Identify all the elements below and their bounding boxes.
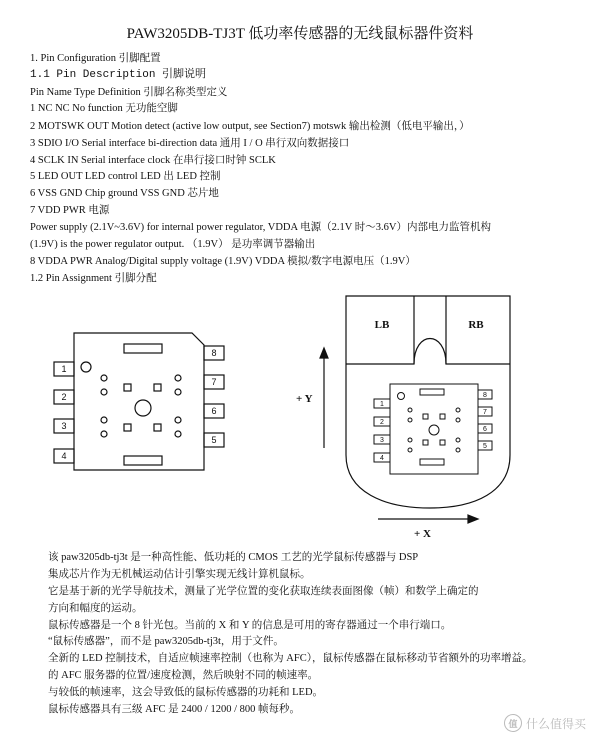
chip-left-dot [101,417,107,423]
description-paragraph-line: 鼠标传感器具有三级 AFC 是 2400 / 1200 / 800 帧每秒。 [48,704,301,715]
description-paragraph-line: 集成芯片作为无机械运动估计引擎实现无线计算机鼠标。 [48,569,311,580]
chip-left-pin-label: 4 [61,451,67,461]
chip-left-square [124,424,131,431]
description-paragraph-line: 全新的 LED 控制技术，自适应帧速率控制（也称为 AFC），鼠标传感器在鼠标移动节省额外的功率增益。 [48,653,533,664]
chip-left-dot [175,431,181,437]
chip-left [54,333,224,470]
pin-table-header: Pin Name Type Definition 引脚名称类型定义 [30,87,228,98]
description-paragraph-line: “鼠标传感器”，而不是 paw3205db-tj3t，用于文件。 [48,636,284,647]
description-paragraph-line: 它是基于新的光学导航技术，测量了光学位置的变化获取连续表面图像（帧）和数学上确定的 [48,586,479,597]
chip-left-dot [101,431,107,437]
chip-small-pin-label: 4 [380,455,384,462]
description-paragraph-line: 该 paw3205db-tj3t 是一种高性能、低功耗的 CMOS 工艺的光学鼠标传感器与 DSP [48,552,419,563]
x-axis-label: + X [414,528,431,540]
chip-left-pin-label: 7 [211,377,217,387]
chip-small-pin-label: 2 [380,419,384,426]
chip-small-pin-label: 3 [380,437,384,444]
chip-left-lens [135,400,151,416]
pin-row-2: 2 MOTSWK OUT Motion detect (active low output, see Section7) motswk 输出检测（低电平输出，） [30,121,470,132]
mouse-button-divider [346,339,510,365]
x-axis-arrow [378,515,478,523]
chip-left-square [124,384,131,391]
chip-small-pin-label: 6 [483,426,487,433]
pin-row-8: 8 VDDA PWR Analog/Digital supply voltage (1.9V) VDDA 模拟/数字电源电压（1.9V） [30,256,416,267]
chip-left-pin1-marker [81,362,91,372]
chip-small-pin-label: 7 [483,409,487,416]
pin-row-7: 7 VDD PWR 电源 [30,205,110,216]
right-button-label: RB [468,319,484,331]
power-supply-line: Power supply (2.1V~3.6V) for internal power regulator, VDDA 电源（2.1V 时～3.6V）内部电力监管机构 [30,222,491,233]
pin-row-6: 6 VSS GND Chip ground VSS GND 芯片地 [30,188,219,199]
chip-small-pin-label: 5 [483,443,487,450]
description-paragraph-line: 的 AFC 服务器的位置/速度检测，然后映射不同的帧速率。 [48,670,319,681]
pin-row-4: 4 SCLK IN Serial interface clock 在串行接口时钟 SCLK [30,155,276,166]
section-pin-configuration: 1. Pin Configuration 引脚配置 [30,53,161,64]
description-paragraph-line: 与较低的帧速率，这会导致低的鼠标传感器的功耗和 LED。 [48,687,324,698]
chip-left-top-bar [124,344,162,353]
description-paragraph-line: 方向和幅度的运动。 [48,603,143,614]
chip-small-body [390,384,478,474]
chip-left-square [154,424,161,431]
chip-small-pin-label: 8 [483,392,487,399]
watermark [504,714,586,732]
chip-left-pin-label: 5 [211,435,217,445]
pin-row-1: 1 NC NC No function 无功能空脚 [30,103,178,114]
section-pin-description: 1.1 Pin Description 引脚说明 [30,69,207,81]
smzdm-logo-icon: 值 [504,714,522,732]
chip-small-pin-label: 1 [380,401,384,408]
chip-left-dot [101,389,107,395]
page-title: PAW3205DB-TJ3T 低功率传感器的无线鼠标器件资料 [126,26,474,42]
chip-left-pin-label: 2 [61,392,67,402]
chip-left-pin-label: 8 [211,348,217,358]
chip-left-dot [175,417,181,423]
chip-left-dot [175,389,181,395]
power-regulator-line: (1.9V) is the power regulator output. （1.9V） 是功率调节器输出 [30,239,316,250]
description-paragraph-line: 鼠标传感器是一个 8 针光包。当前的 X 和 Y 的信息是可用的寄存器通过一个串行端口。 [48,620,452,631]
pin-row-3: 3 SDIO I/O Serial interface bi-direction data 通用 I / O 串行双向数据接口 [30,138,350,149]
y-axis-label: + Y [296,393,313,405]
chip-left-dot [101,375,107,381]
chip-left-pin-label: 1 [61,364,67,374]
chip-left-dot [175,375,181,381]
chip-left-pin-label: 6 [211,406,217,416]
section-pin-assignment: 1.2 Pin Assignment 引脚分配 [30,273,157,284]
chip-left-bottom-bar [124,456,162,465]
chip-left-square [154,384,161,391]
left-button-label: LB [374,319,390,331]
watermark-text: 什么值得买 [525,716,586,731]
pin-row-5: 5 LED OUT LED control LED 出 LED 控制 [30,171,221,182]
y-axis-arrow [320,348,328,448]
chip-small [374,384,492,474]
chip-left-pin-label: 3 [61,421,67,431]
